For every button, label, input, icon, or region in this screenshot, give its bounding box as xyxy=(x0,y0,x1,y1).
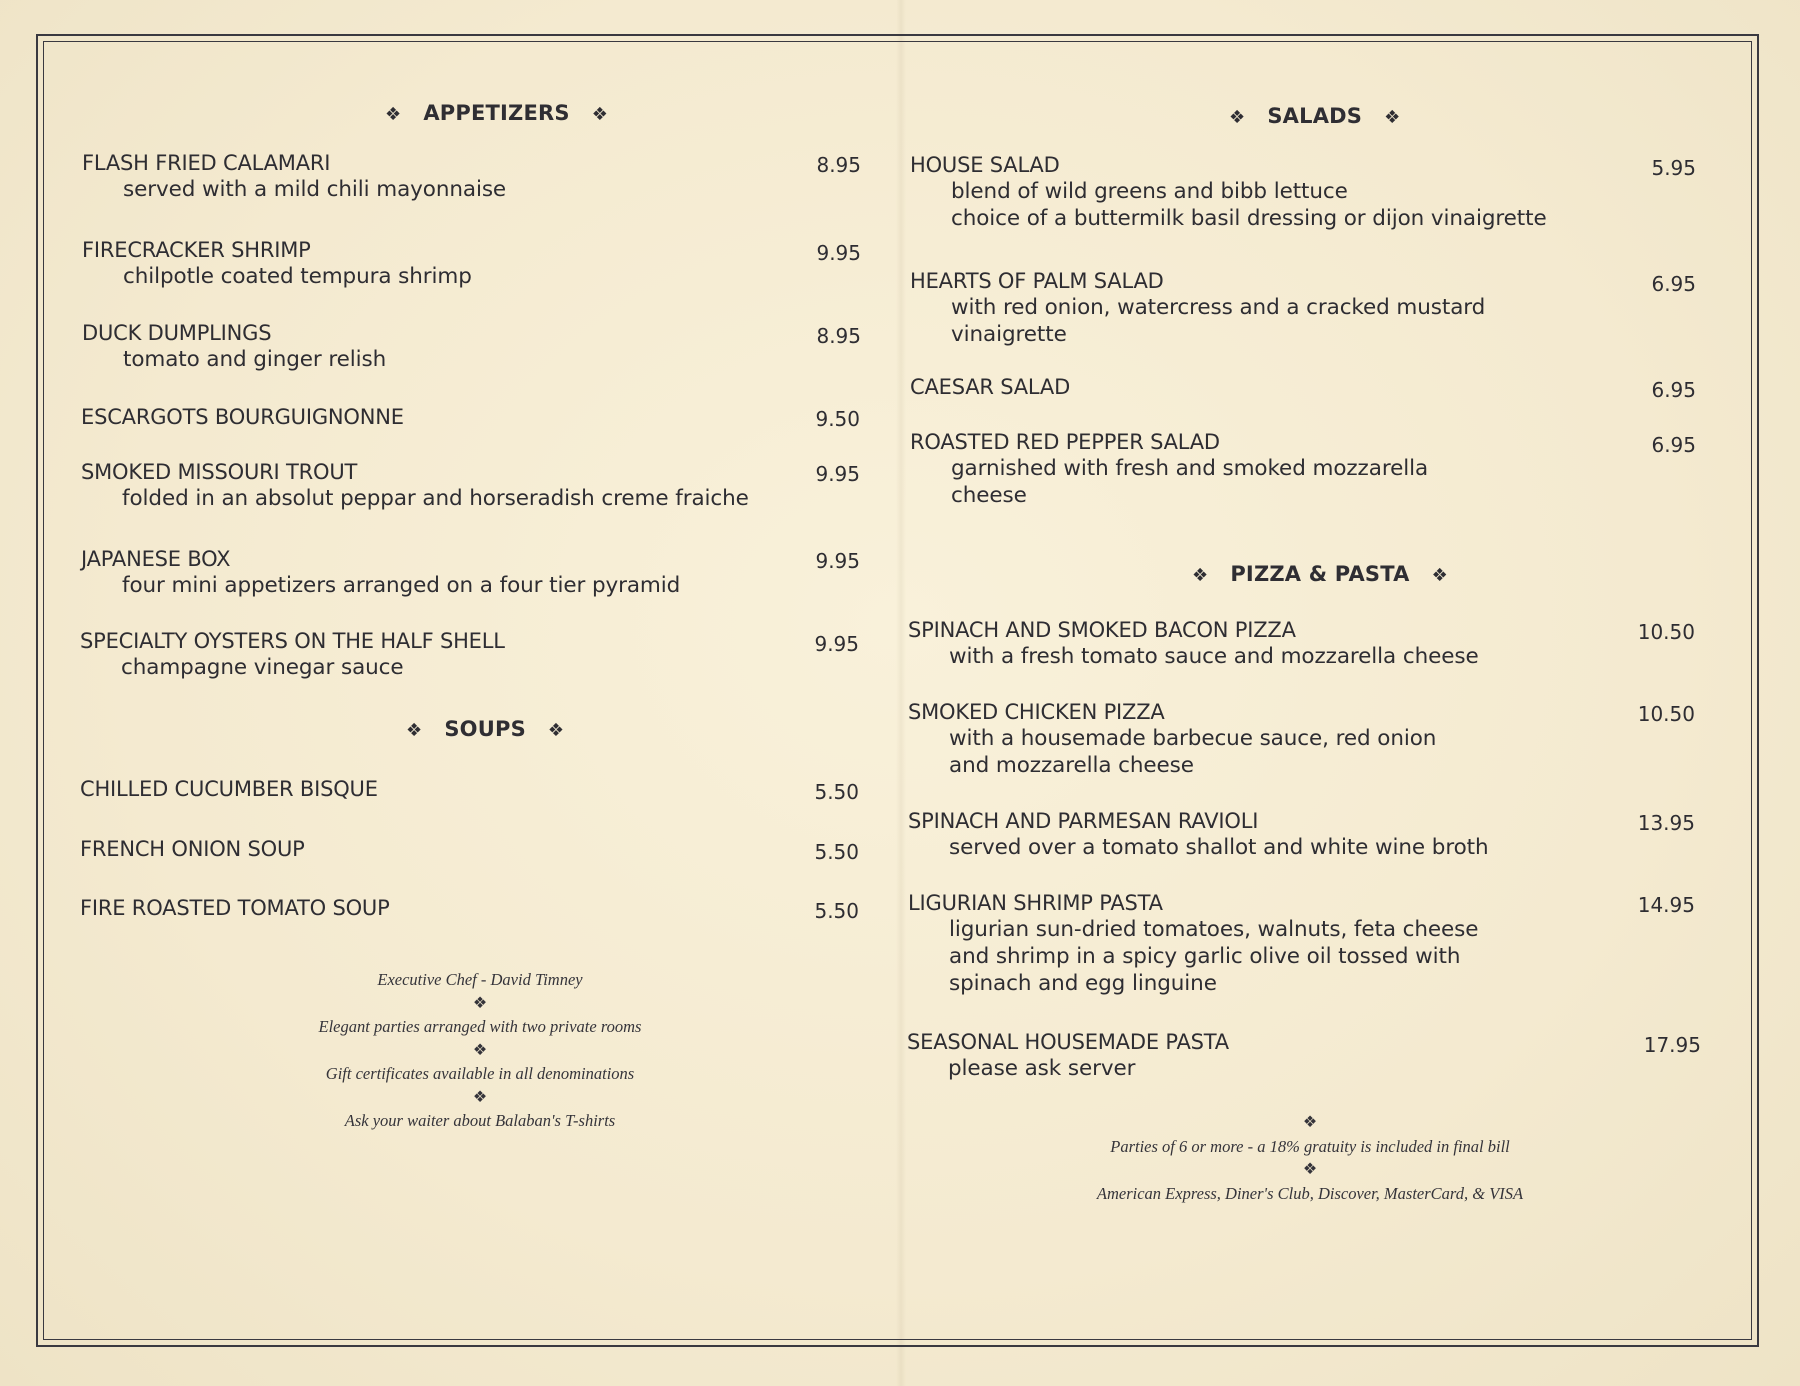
item-description: blend of wild greens and bibb lettuce xyxy=(951,179,1348,204)
menu-item xyxy=(907,1029,1229,1082)
item-description: garnished with fresh and smoked mozzarella xyxy=(951,456,1429,481)
pizza-pasta-heading xyxy=(1192,562,1448,586)
item-price: 9.95 xyxy=(814,632,859,656)
ornament-icon: ❖ xyxy=(1384,107,1401,128)
item-name: FRENCH ONION SOUP xyxy=(80,837,305,861)
item-description: and mozzarella cheese xyxy=(949,753,1194,778)
item-description: choice of a buttermilk basil dressing or dijon vinaigrette xyxy=(951,206,1547,231)
item-description: four mini appetizers arranged on a four tier pyramid xyxy=(122,573,681,598)
ornament-icon: ❖ xyxy=(385,104,402,125)
item-name: JAPANESE BOX xyxy=(81,547,231,571)
menu-item xyxy=(908,617,1479,670)
menu-item xyxy=(908,808,1489,861)
ornament-icon: ❖ xyxy=(547,720,565,741)
item-price: 5.50 xyxy=(814,840,859,864)
item-price: 17.95 xyxy=(1643,1033,1701,1057)
item-name: HOUSE SALAD xyxy=(910,153,1060,177)
menu-item xyxy=(82,320,386,373)
pizza-pasta-title: PIZZA & PASTA xyxy=(1230,562,1410,586)
item-name: DUCK DUMPLINGS xyxy=(82,321,272,345)
item-description: ligurian sun-dried tomatoes, walnuts, feta cheese xyxy=(949,917,1479,942)
item-price: 9.95 xyxy=(816,241,861,265)
item-price: 8.95 xyxy=(816,153,861,177)
item-description: and shrimp in a spicy garlic olive oil tossed with xyxy=(949,944,1461,969)
menu-item xyxy=(910,268,1485,348)
item-name: LIGURIAN SHRIMP PASTA xyxy=(908,891,1163,915)
note-line: American Express, Diner's Club, Discover, MasterCard, & VISA xyxy=(1096,1183,1524,1203)
policy-notes xyxy=(1010,1111,1610,1205)
menu-item xyxy=(82,150,506,203)
item-price: 5.50 xyxy=(814,899,859,923)
item-description: with a housemade barbecue sauce, red onion xyxy=(949,726,1437,751)
item-price: 9.50 xyxy=(815,407,860,431)
item-price: 6.95 xyxy=(1651,433,1696,457)
ornament-icon: ❖ xyxy=(472,1088,488,1106)
item-name: SPINACH AND PARMESAN RAVIOLI xyxy=(908,809,1259,833)
item-name: ESCARGOTS BOURGUIGNONNE xyxy=(81,405,404,429)
item-price: 8.95 xyxy=(816,324,861,348)
menu-item xyxy=(80,895,390,921)
salads-title: SALADS xyxy=(1267,104,1363,128)
menu-item xyxy=(81,546,680,599)
menu-item xyxy=(81,459,749,512)
menu-item xyxy=(80,628,505,681)
item-description: vinaigrette xyxy=(951,322,1067,347)
item-price: 14.95 xyxy=(1637,893,1695,917)
item-description: served over a tomato shallot and white wine broth xyxy=(949,835,1489,860)
menu-item xyxy=(81,404,404,430)
item-name: FIRE ROASTED TOMATO SOUP xyxy=(80,896,390,920)
ornament-icon: ❖ xyxy=(1229,107,1246,128)
menu-item xyxy=(908,890,1478,997)
item-name: SPINACH AND SMOKED BACON PIZZA xyxy=(908,618,1296,642)
ornament-icon: ❖ xyxy=(406,720,423,741)
menu-item xyxy=(910,152,1547,232)
appetizers-title: APPETIZERS xyxy=(423,101,570,125)
note-line: Executive Chef - David Timney xyxy=(377,970,583,989)
note-line: Parties of 6 or more - a 18% gratuity is included in final bill xyxy=(1110,1136,1510,1156)
item-price: 5.95 xyxy=(1651,156,1696,180)
ornament-icon: ❖ xyxy=(472,994,488,1012)
soups-heading xyxy=(406,717,564,741)
item-price: 9.95 xyxy=(815,462,860,486)
ornament-icon: ❖ xyxy=(1302,1114,1318,1131)
item-name: SEASONAL HOUSEMADE PASTA xyxy=(907,1030,1229,1054)
item-description: folded in an absolut peppar and horseradish creme fraiche xyxy=(122,486,749,511)
item-description: chilpotle coated tempura shrimp xyxy=(123,264,472,289)
ornament-icon: ❖ xyxy=(1192,565,1209,586)
item-price: 6.95 xyxy=(1651,272,1696,296)
item-name: SPECIALTY OYSTERS ON THE HALF SHELL xyxy=(80,629,505,653)
item-description: served with a mild chili mayonnaise xyxy=(123,177,507,202)
item-price: 6.95 xyxy=(1651,378,1696,402)
item-price: 13.95 xyxy=(1637,811,1695,835)
salads-heading xyxy=(1229,104,1400,128)
item-name: CHILLED CUCUMBER BISQUE xyxy=(80,777,378,801)
item-description: tomato and ginger relish xyxy=(123,347,387,372)
item-name: CAESAR SALAD xyxy=(910,375,1071,399)
item-name: SMOKED CHICKEN PIZZA xyxy=(908,700,1165,724)
note-line: Gift certificates available in all denominations xyxy=(325,1064,635,1083)
item-description: with red onion, watercress and a cracked mustard xyxy=(951,295,1486,320)
menu-item xyxy=(910,429,1428,509)
item-name: FIRECRACKER SHRIMP xyxy=(82,238,311,262)
note-line: Elegant parties arranged with two private rooms xyxy=(318,1017,642,1036)
restaurant-notes xyxy=(230,968,730,1133)
note-line: Ask your waiter about Balaban's T-shirts xyxy=(344,1111,616,1130)
item-description: please ask server xyxy=(948,1056,1136,1081)
ornament-icon: ❖ xyxy=(1302,1161,1318,1178)
menu-item xyxy=(908,699,1436,779)
appetizers-heading xyxy=(385,101,608,125)
item-name: HEARTS OF PALM SALAD xyxy=(910,269,1164,293)
item-price: 5.50 xyxy=(814,780,859,804)
item-name: SMOKED MISSOURI TROUT xyxy=(81,460,358,484)
item-description: spinach and egg linguine xyxy=(949,971,1217,996)
item-name: ROASTED RED PEPPER SALAD xyxy=(910,430,1220,454)
ornament-icon: ❖ xyxy=(591,104,609,125)
item-name: FLASH FRIED CALAMARI xyxy=(82,151,331,175)
item-description: with a fresh tomato sauce and mozzarella cheese xyxy=(949,644,1479,669)
item-description: cheese xyxy=(951,483,1027,508)
menu-item xyxy=(910,374,1070,400)
menu-item xyxy=(82,237,472,290)
soups-title: SOUPS xyxy=(444,717,526,741)
item-description: champagne vinegar sauce xyxy=(121,655,404,680)
ornament-icon: ❖ xyxy=(472,1041,488,1059)
menu-item xyxy=(80,836,305,862)
item-price: 10.50 xyxy=(1637,620,1695,644)
item-price: 9.95 xyxy=(815,549,860,573)
item-price: 10.50 xyxy=(1637,702,1695,726)
ornament-icon: ❖ xyxy=(1431,565,1448,586)
menu-item xyxy=(80,776,378,802)
